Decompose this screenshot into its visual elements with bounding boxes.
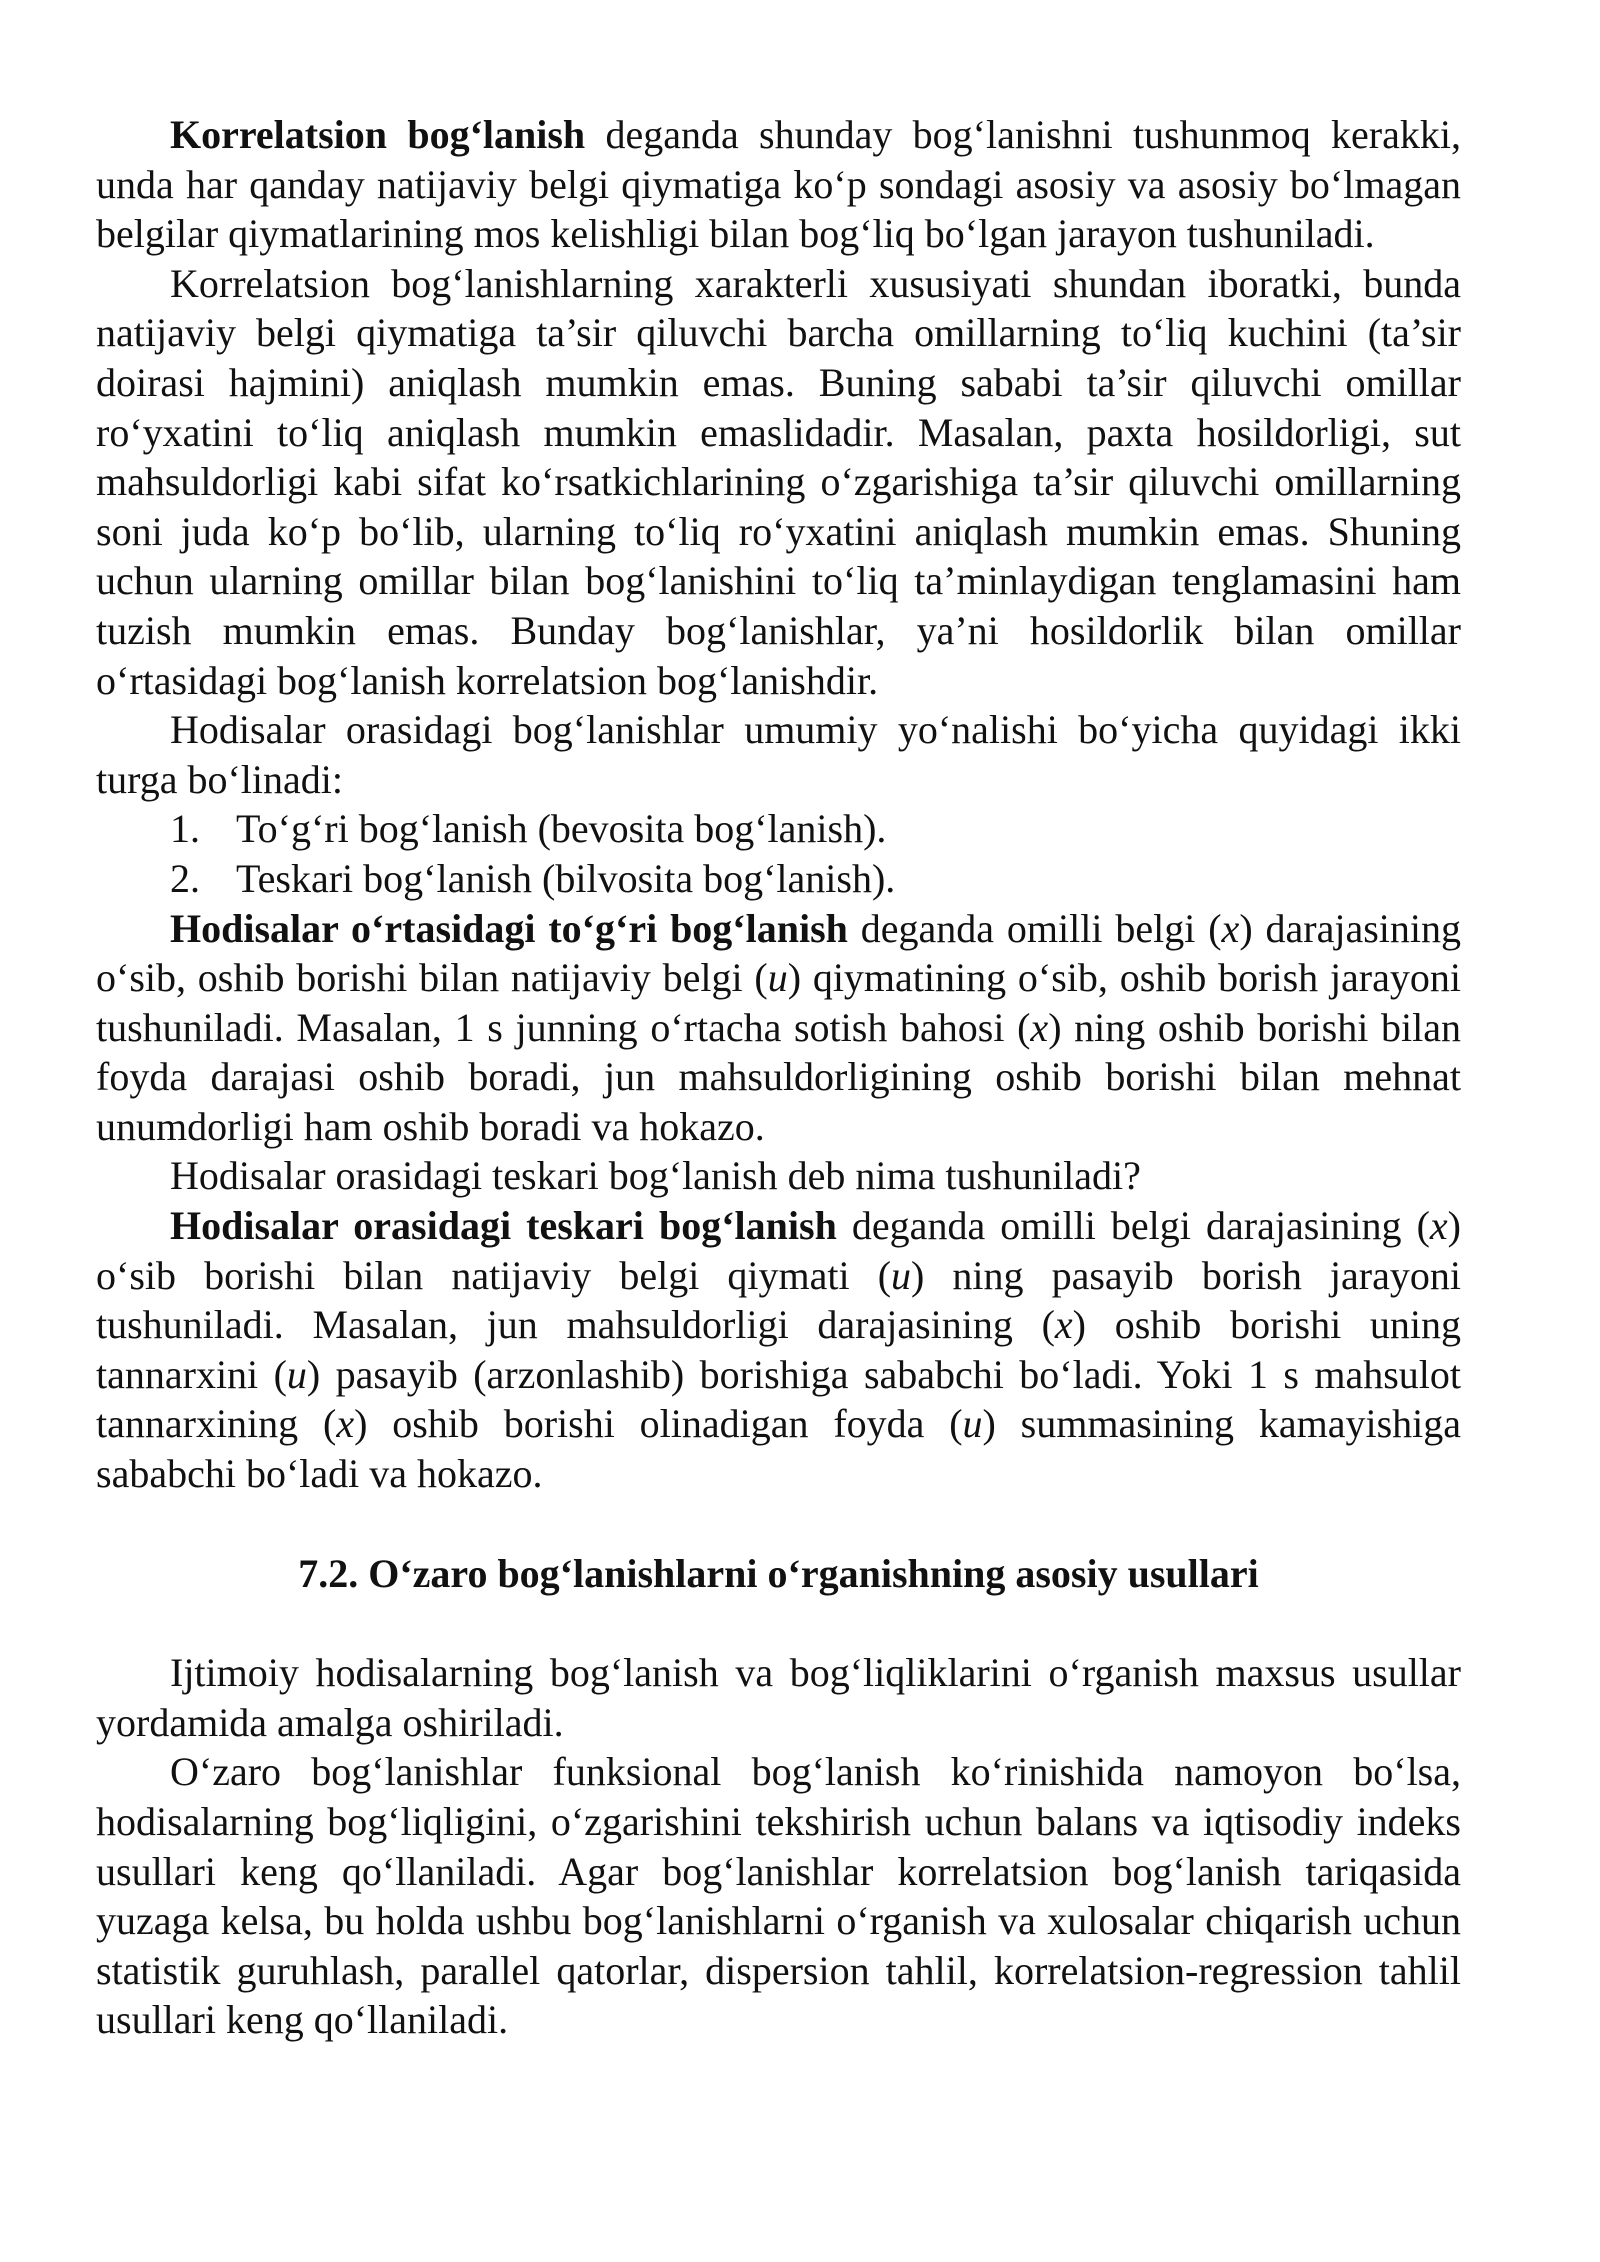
term-inverse-relation: Hodisalar orasidagi teskari bog‘lanish	[170, 1203, 837, 1249]
list-text: Teskari bog‘lanish (bilvosita bog‘lanish).	[236, 855, 896, 901]
variable: x	[1054, 1302, 1073, 1348]
text-run: ) darajasining o‘sib, oshib borishi bilan natijaviy belgi (	[96, 905, 1461, 1001]
types-list	[96, 804, 1461, 903]
term-correlation: Korrelatsion bog‘lanish	[170, 112, 586, 157]
document-page	[96, 110, 1461, 2045]
variable: u	[767, 955, 788, 1001]
variable: x	[1030, 1004, 1049, 1050]
paragraph-question: Hodisalar orasidagi teskari bog‘lanish deb nima tushuniladi?	[170, 1153, 1141, 1199]
text-run: ) ning oshib borishi bilan foyda darajasi oshib boradi, jun mahsuldorligining oshib borishi bilan mehnat unumdorligi ham oshib boradi va hokazo.	[96, 1004, 1461, 1149]
section-title: 7.2. O‘zaro bog‘lanishlarni o‘rganishning asosiy usullari	[298, 1550, 1259, 1596]
paragraph-inverse-relation	[96, 1201, 1461, 1499]
variable: u	[286, 1351, 307, 1397]
paragraph-methods-intro: Ijtimoiy hodisalarning bog‘lanish va bog‘liqliklarini o‘rganish maxsus usullar yordamida amalga oshiriladi.	[96, 1650, 1461, 1745]
variable: x	[1221, 905, 1240, 951]
variable: x	[336, 1401, 355, 1447]
text-run: ) oshib borishi olinadigan foyda (	[354, 1401, 963, 1447]
variable: u	[962, 1401, 983, 1447]
text-run: ) qiymatining o‘sib, oshib borish jarayoni tushuniladi. Masalan, 1 s junning o‘rtacha sotish bahosi (	[96, 955, 1461, 1050]
text-run: deganda omilli belgi darajasining (	[836, 1203, 1430, 1249]
variable: u	[891, 1252, 912, 1298]
text-run: deganda omilli belgi (	[847, 905, 1222, 951]
list-text: To‘g‘ri bog‘lanish (bevosita bog‘lanish).	[236, 806, 887, 852]
paragraph-text: deganda shunday bog‘lanishni tushunmoq kerakki, unda har qanday natijaviy belgi qiymatiga ko‘p sondagi asosiy va asosiy bo‘lmagan belgilar qiymatlarining mos kelishligi bilan bog‘liq bo‘lgan jarayon tushuniladi.	[96, 112, 1461, 257]
paragraph-correlation-definition	[96, 110, 1461, 259]
list-number: 2.	[170, 855, 200, 901]
text-run: ) ning pasayib borish jarayoni tushuniladi. Masalan, jun mahsuldorligi darajasining (	[96, 1252, 1461, 1348]
paragraph-correlation-properties: Korrelatsion bog‘lanishlarning xarakterli xususiyati shundan iboratki, bunda natijaviy belgi qiymatiga ta’sir qiluvchi barcha omillarning to‘liq kuchini (ta’sir doirasi hajmini) aniqlash mumkin emas. Buning sababi ta’sir qiluvchi omillar ro‘yxatini to‘liq aniqlash mumkin emaslidadir. Masalan, paxta hosildorligi, sut mahsuldorligi kabi sifat ko‘rsatkichlarining o‘zgarishiga ta’sir qiluvchi omillarning soni juda ko‘p bo‘lib, ularning to‘liq ro‘yxatini aniqlash mumkin emas. Shuning uchun ularning omillar bilan bog‘lanishini to‘liq ta’minlaydigan tenglamasini ham tuzish mumkin emas. Bunday bog‘lanishlar, ya’ni hosildorlik bilan omillar o‘rtasidagi bog‘lanish korrelatsion bog‘lanishdir.	[96, 260, 1461, 703]
list-number: 1.	[170, 806, 200, 852]
text-run: ) oshib borishi uning tannarxini (	[96, 1302, 1461, 1397]
paragraph-types-intro: Hodisalar orasidagi bog‘lanishlar umumiy yo‘nalishi bo‘yicha quyidagi ikki turga bo‘linadi:	[96, 707, 1461, 802]
term-direct-relation: Hodisalar o‘rtasidagi to‘g‘ri bog‘lanish	[170, 905, 848, 951]
paragraph-direct-relation	[96, 904, 1461, 1152]
list-item	[96, 804, 1461, 854]
text-run: ) summasining kamayishiga sababchi bo‘ladi va hokazo.	[96, 1401, 1461, 1497]
paragraph-methods-detail: O‘zaro bog‘lanishlar funksional bog‘lanish ko‘rinishida namoyon bo‘lsa, hodisalarning bog‘liqligini, o‘zgarishini tekshirish uchun balans va iqtisodiy indeks usullari keng qo‘llaniladi. Agar bog‘lanishlar korrelatsion bog‘lanish tariqasida yuzaga kelsa, bu holda ushbu bog‘lanishlarni o‘rganish va xulosalar chiqarish uchun statistik guruhlash, parallel qatorlar, dispersion tahlil, korrelatsion-regression tahlil usullari keng qo‘llaniladi.	[96, 1749, 1461, 2043]
list-item	[96, 854, 1461, 904]
text-run: ) pasayib (arzonlashib) borishiga sababchi bo‘ladi. Yoki 1 s mahsulot tannarxining (	[96, 1351, 1461, 1447]
variable: x	[1429, 1203, 1448, 1249]
text-run: ) o‘sib borishi bilan natijaviy belgi qiymati (	[96, 1203, 1461, 1298]
